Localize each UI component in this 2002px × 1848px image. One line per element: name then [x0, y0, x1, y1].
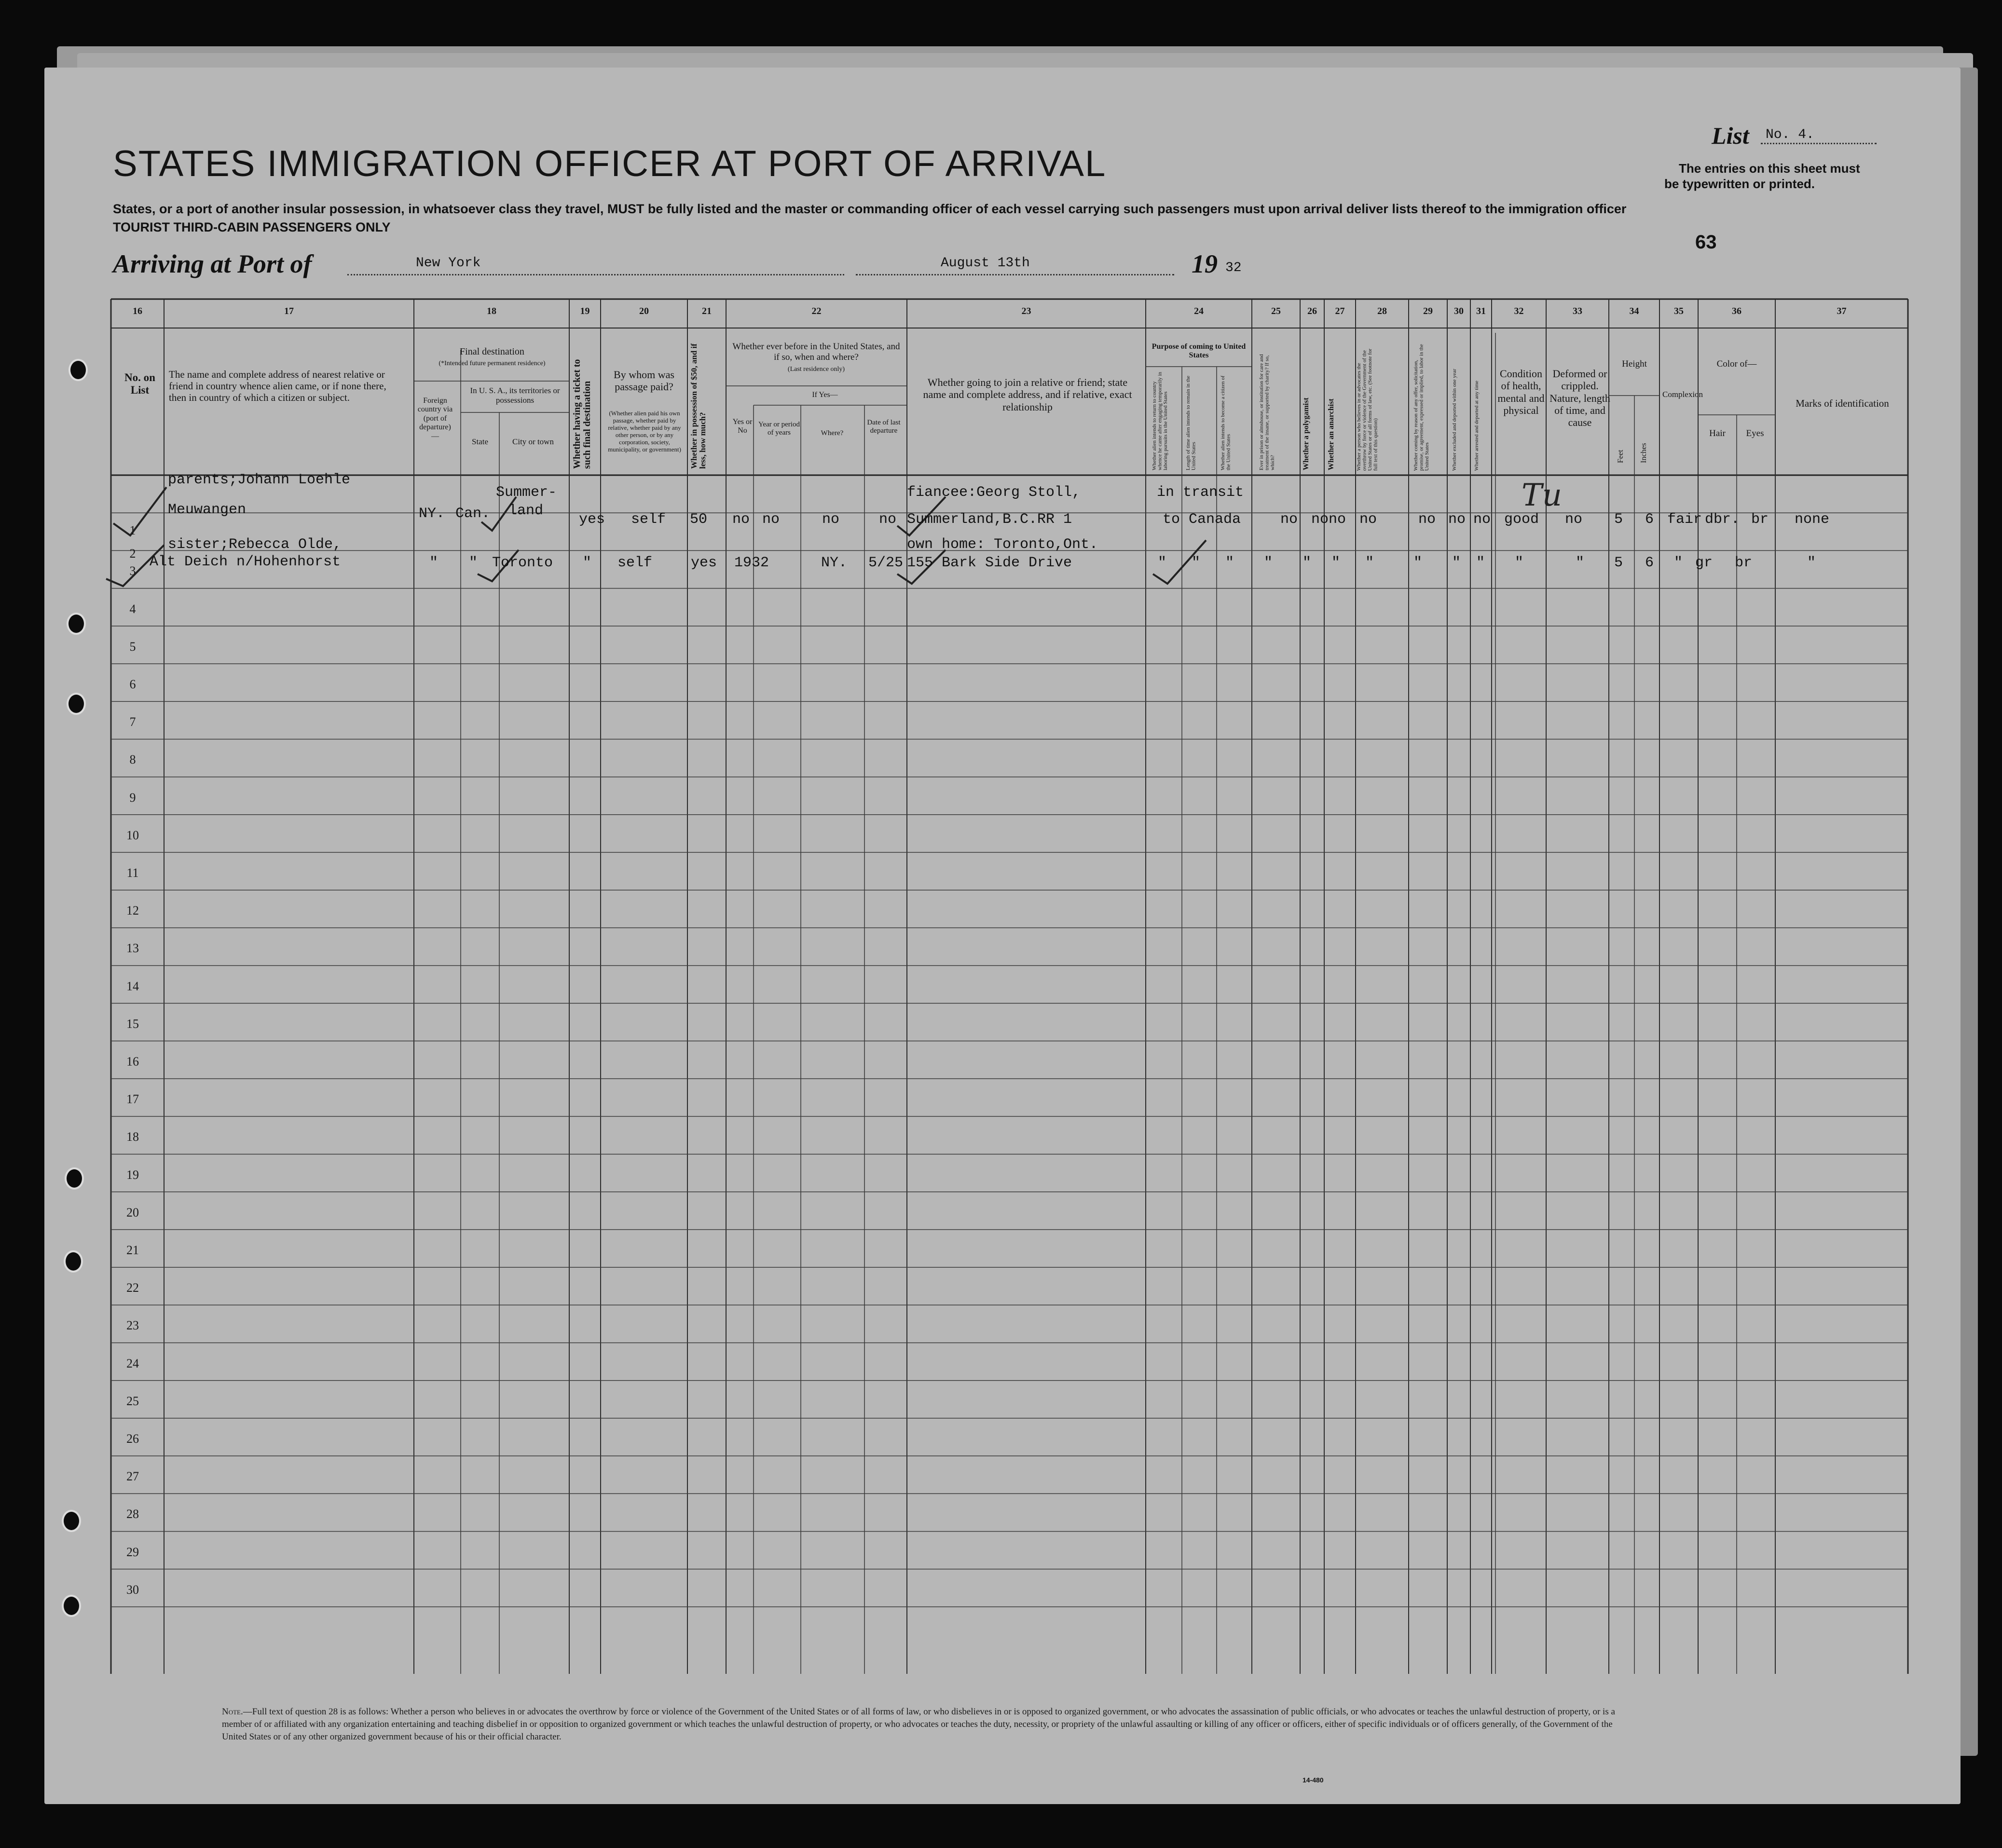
list-number: No. 4.: [1766, 127, 1814, 142]
row-number-27: 27: [126, 1469, 139, 1484]
header-inches: Inches: [1640, 443, 1648, 463]
handwritten-initials: Tu: [1522, 478, 1562, 513]
ditto-mark: ": [1264, 555, 1273, 571]
r2-passage-paid: self: [617, 555, 653, 571]
r1-relative-line1: parents;Johann Loehle: [168, 472, 351, 488]
row-number-2: 2: [129, 547, 136, 561]
column-number-34: 34: [1629, 306, 1639, 316]
r1-hair: dbr.: [1705, 511, 1740, 528]
column-number-29: 29: [1423, 306, 1433, 316]
r1-city-line1: Summer-: [496, 484, 557, 501]
header-height: Height: [1622, 359, 1647, 369]
r1-offer-labor: no: [1418, 511, 1436, 528]
column-number-18: 18: [487, 306, 496, 316]
r1-purpose-line2: to Canada: [1163, 511, 1241, 528]
column-number-21: 21: [702, 306, 712, 316]
header-purpose-return: Whether alien intends to return to country whence he came after engaging temporarily in laboring pursuits in the United States: [1152, 371, 1169, 470]
header-final-destination-sub: (*Intended future permanent residence): [439, 360, 546, 367]
r1-excluded: no: [1448, 511, 1466, 528]
r2-inches: 6: [1645, 555, 1654, 571]
r1-ticket: yes: [579, 511, 605, 528]
r1-marks: none: [1795, 511, 1830, 528]
r2-relative-line1: sister;Rebecca Olde,: [168, 536, 342, 553]
r1-complexion: fair: [1667, 511, 1702, 528]
row-number-1: 1: [129, 523, 136, 537]
ditto-mark: ": [1192, 555, 1201, 571]
r1-city-line2: land: [508, 503, 544, 519]
row-number-5: 5: [129, 639, 136, 654]
header-question-28: Whether a person who believes in or advocates the overthrow by force or violence of the Government of the United States or of all forms of law, etc. (See footnote for full text of this question): [1356, 348, 1379, 471]
column-number-16: 16: [133, 306, 142, 316]
r2-foreign-port: ": [429, 555, 439, 571]
header-color-of: Color of—: [1716, 359, 1757, 369]
column-number-27: 27: [1335, 306, 1345, 316]
ditto-mark: ": [1807, 555, 1816, 571]
column-number-20: 20: [639, 306, 649, 316]
header-offer-labor: Whether coming by reason of any offer, solicitation, promise, or agreement, expressed or implied, to labor in the United States: [1413, 344, 1430, 471]
r1-relative-line2: Meuwangen: [168, 502, 247, 518]
header-purpose-length: Length of time alien intends to remain in the United States: [1185, 375, 1197, 470]
ditto-mark: ": [1674, 555, 1683, 571]
column-number-36: 36: [1732, 306, 1741, 316]
r1-foreign-port: NY.: [419, 506, 445, 522]
column-number-37: 37: [1837, 306, 1847, 316]
r1-money: 50: [690, 511, 708, 528]
row-number-13: 13: [126, 941, 139, 956]
header-purpose-citizen: Whether alien intends to become a citizen of the United States: [1220, 375, 1232, 470]
column-number-33: 33: [1573, 306, 1582, 316]
row-number-7: 7: [129, 715, 136, 729]
header-feet: Feet: [1617, 450, 1625, 463]
header-state: State: [472, 437, 488, 446]
header-marks: Marks of identification: [1796, 397, 1889, 409]
r2-where: NY.: [821, 555, 848, 571]
row-number-23: 23: [126, 1318, 139, 1333]
header-join-relative: Whether going to join a relative or friend; state name and complete address, and if relative, exact relationship: [923, 376, 1132, 413]
r1-passage-paid: self: [631, 511, 666, 528]
header-passage-paid: By whom was passage paid?: [614, 369, 674, 393]
r1-where: no: [822, 511, 840, 528]
date-value: August 13th: [941, 256, 1030, 271]
r2-join-line1: own home: Toronto,Ont.: [907, 536, 1098, 553]
row-number-10: 10: [126, 828, 139, 842]
r1-ever-before: no: [732, 511, 750, 528]
ditto-mark: ": [1476, 555, 1485, 571]
header-final-destination: Final destination: [460, 346, 524, 357]
column-number-32: 32: [1514, 306, 1524, 316]
header-deformed: Deformed or crippled. Nature, length of time, and cause: [1549, 368, 1610, 429]
header-subtitle: States, or a port of another insular possession, in whatsoever class they travel, MUST be fully listed and the master or commanding officer of each vessel carrying such passengers must upon arrival deliver lists thereof to the immigration officer: [113, 202, 1627, 216]
column-number-23: 23: [1021, 306, 1031, 316]
header-where: Where?: [821, 429, 844, 437]
list-label: List: [1712, 122, 1749, 149]
row-number-3: 3: [129, 564, 136, 578]
r1-prison: no: [1280, 511, 1298, 528]
column-number-28: 28: [1377, 306, 1387, 316]
r2-feet: 5: [1614, 555, 1623, 571]
arriving-label: Arriving at Port of: [113, 249, 312, 278]
row-number-14: 14: [126, 979, 139, 993]
r1-join-line2: Summerland,B.C.RR 1: [907, 511, 1072, 528]
row-number-9: 9: [129, 790, 136, 805]
ditto-mark: ": [1303, 555, 1312, 571]
r1-health: good: [1504, 511, 1539, 528]
row-number-17: 17: [126, 1092, 139, 1107]
binder-hole: [69, 359, 88, 381]
year-prefix: 19: [1192, 249, 1218, 278]
column-number-35: 35: [1674, 306, 1684, 316]
ditto-mark: ": [1515, 555, 1524, 571]
list-number-line: [1761, 143, 1877, 144]
header-hair: Hair: [1709, 428, 1726, 438]
column-number-17: 17: [284, 306, 294, 316]
binder-hole: [62, 1595, 81, 1617]
r1-join-line1: fiancee:Georg Stoll,: [907, 484, 1081, 501]
row-number-15: 15: [126, 1016, 139, 1031]
r1-q28: no: [1359, 511, 1377, 528]
row-number-19: 19: [126, 1167, 139, 1182]
r2-date: 5/25: [868, 555, 904, 571]
header-excluded: Whether excluded and deported within one year: [1452, 369, 1457, 471]
header-if-yes: If Yes—: [812, 391, 838, 399]
header-yes-no: Yes or No: [732, 418, 753, 435]
port-value: New York: [416, 256, 481, 271]
r2-state: ": [469, 555, 478, 571]
port-line: [347, 274, 844, 275]
header-purpose: Purpose of coming to United States: [1152, 342, 1246, 360]
header-in-usa: In U. S. A., its territories or possessions: [470, 386, 560, 405]
typewritten-note-line1: The entries on this sheet must: [1679, 161, 1860, 176]
r1-state: Can.: [455, 506, 491, 522]
r2-relative-line2: Alt Deich n/Hohenhorst: [150, 554, 341, 570]
header-arrested: Whether arrested and deported at any time: [1474, 381, 1480, 471]
row-number-29: 29: [126, 1545, 139, 1559]
column-number-26: 26: [1307, 306, 1317, 316]
r1-deformed: no: [1565, 511, 1583, 528]
form-code: 14-480: [1303, 1776, 1324, 1784]
header-year-period: Year or period of years: [758, 421, 800, 437]
binder-hole: [67, 613, 86, 635]
passenger-class: TOURIST THIRD-CABIN PASSENGERS ONLY: [113, 220, 391, 234]
ditto-mark: ": [1225, 555, 1234, 571]
footnote: [222, 1706, 1621, 1744]
column-number-22: 22: [811, 306, 822, 316]
header-health: Condition of health, mental and physical: [1497, 368, 1545, 416]
header-anarchist: Whether an anarchist: [1327, 398, 1335, 470]
header-nearest-relative: The name and complete address of nearest relative or friend in country whence alien came, or if none there, then in country of which a citizen or subject.: [169, 369, 386, 404]
row-number-21: 21: [126, 1243, 139, 1257]
r2-hair: gr: [1695, 555, 1713, 571]
year-suffix: 32: [1225, 260, 1242, 275]
footnote-lead: Note.—: [222, 1707, 252, 1717]
header-possession-50: Whether in possession of $50, and if less, how much?: [689, 343, 707, 469]
ditto-mark: ": [1158, 555, 1167, 571]
r1-polygamist-anarchist: nono: [1311, 511, 1346, 528]
sheet-number: 63: [1695, 232, 1717, 253]
page-title: STATES IMMIGRATION OFFICER AT PORT OF ARRIVAL: [113, 143, 1107, 184]
r2-city: Toronto: [492, 555, 553, 571]
header-date-departure: Date of last departure: [867, 419, 901, 435]
footnote-text: Full text of question 28 is as follows: Whether a person who believes in or advocates the overthrow by force or violence of the Government of the United States or of all forms of law, or who disbelieves in or is opposed to organized government, or who advocates the assassination of public officials, or who advocates or teaches the unlawful destruction of property, or is a member of or affiliated with any organization entertaining and teaching disbelief in or opposition to organized government or which teaches the unlawful destruction of property, or who advocates or teaches the duty, necessity, or propriety of the unlawful assaulting or killing of any officer or officers, either of specific individuals or of officers generally, of the Government of the United States or of any other organized government because of his or their official character.: [222, 1707, 1615, 1742]
column-number-30: 30: [1454, 306, 1464, 316]
row-number-4: 4: [129, 602, 136, 616]
row-number-25: 25: [126, 1394, 139, 1408]
row-number-30: 30: [126, 1582, 139, 1597]
row-number-26: 26: [126, 1432, 139, 1446]
binder-hole: [64, 1250, 83, 1273]
header-ticket: Whether having a ticket to such final destination: [572, 359, 592, 469]
r2-period: 1932: [734, 555, 769, 571]
header-eyes: Eyes: [1746, 428, 1764, 438]
header-prison: Ever in prison or almshouse, or institution for care and treatment of the insane, or supported by charity? If so, which?: [1259, 354, 1276, 470]
ditto-mark: ": [1365, 555, 1374, 571]
r1-period: no: [762, 511, 780, 528]
r1-purpose-line1: in transit: [1157, 484, 1244, 501]
r2-money: yes: [691, 555, 717, 571]
ditto-mark: ": [1331, 555, 1341, 571]
r2-join-line2: 155 Bark Side Drive: [907, 555, 1072, 571]
header-city: City or town: [512, 437, 554, 446]
ditto-mark: ": [1576, 555, 1585, 571]
header-no-on-list: No. on List: [124, 371, 155, 397]
r1-inches: 6: [1645, 511, 1654, 528]
header-polygamist: Whether a polygamist: [1302, 397, 1310, 470]
date-line: [856, 274, 1174, 275]
r1-feet: 5: [1614, 511, 1623, 528]
row-number-24: 24: [126, 1356, 139, 1370]
header-ever-before: Whether ever before in the United States, and if so, when and where?: [732, 342, 900, 362]
column-number-24: 24: [1194, 306, 1204, 316]
typewritten-note-line2: be typewritten or printed.: [1664, 177, 1815, 191]
row-number-11: 11: [126, 866, 139, 880]
header-foreign-country: Foreign country via (port of departure)—: [417, 397, 453, 440]
binder-hole: [65, 1167, 84, 1190]
r1-eyes: br: [1751, 511, 1769, 528]
header-complexion: Complexion: [1662, 390, 1703, 399]
header-ever-before-sub: (Last residence only): [787, 366, 845, 373]
r1-date: no: [879, 511, 897, 528]
row-number-12: 12: [126, 903, 139, 918]
row-number-20: 20: [126, 1205, 139, 1219]
binder-hole: [67, 693, 86, 715]
row-number-8: 8: [129, 753, 136, 767]
binder-hole: [62, 1510, 81, 1532]
column-number-19: 19: [580, 306, 590, 316]
r1-arrested: no: [1473, 511, 1491, 528]
r2-ticket: ": [583, 555, 592, 571]
r2-eyes: br: [1735, 555, 1753, 571]
row-number-18: 18: [126, 1130, 139, 1144]
row-number-22: 22: [126, 1281, 139, 1295]
ditto-mark: ": [1452, 555, 1461, 571]
column-number-31: 31: [1476, 306, 1486, 316]
row-number-6: 6: [129, 677, 136, 691]
header-passage-paid-sub: (Whether alien paid his own passage, whether paid by relative, whether paid by any other person, or by any corporation, society, municipality, or government): [608, 410, 681, 453]
column-number-25: 25: [1271, 306, 1281, 316]
row-number-16: 16: [126, 1054, 139, 1068]
row-number-28: 28: [126, 1507, 139, 1521]
ditto-mark: ": [1413, 555, 1423, 571]
